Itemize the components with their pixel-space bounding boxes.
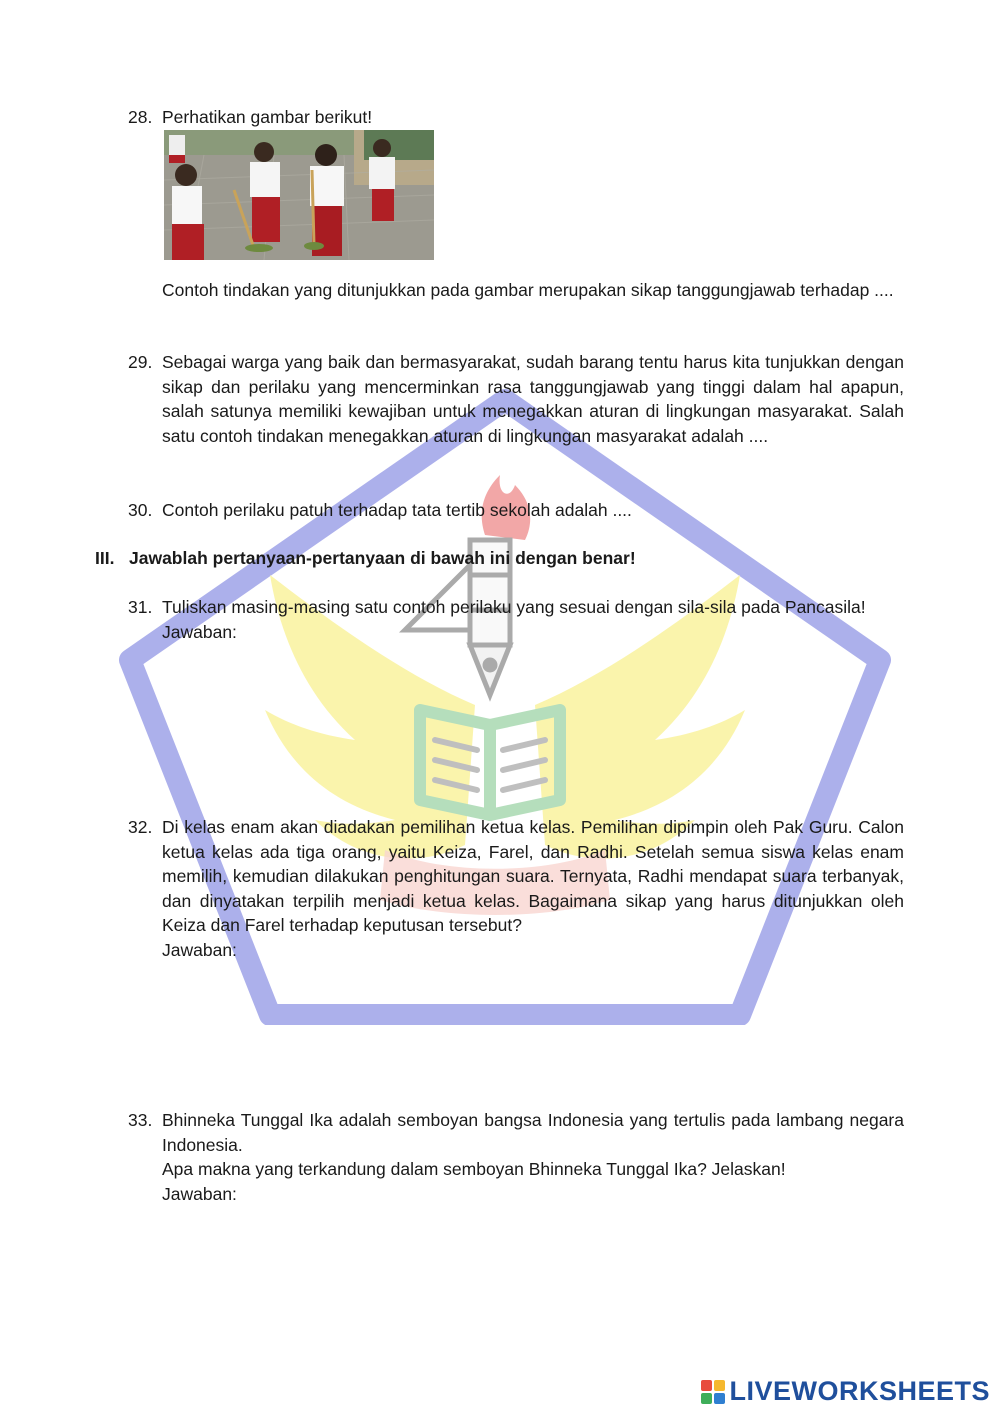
question-31 — [128, 595, 904, 644]
question-statement: Contoh tindakan yang ditunjukkan pada gambar merupakan sikap tanggungjawab terhadap .... — [162, 280, 894, 300]
answer-label: Jawaban: — [162, 939, 237, 960]
question-28 — [128, 105, 904, 130]
question-followup: Apa makna yang terkandung dalam semboyan Bhinneka Tunggal Ika? Jelaskan! — [162, 1159, 786, 1180]
question-text: Contoh perilaku patuh terhadap tata tertib sekolah adalah .... — [162, 500, 632, 520]
question-33 — [128, 1108, 904, 1206]
question-number: 28. — [128, 107, 153, 127]
liveworksheets-logo-icon — [701, 1380, 725, 1404]
question-number: 31. — [128, 597, 153, 617]
question-text: Sebagai warga yang baik dan bermasyarakat, sudah barang tentu harus kita tunjukkan dengan sikap dan perilaku yang mencerminkan rasa tanggungjawab yang tinggi dalam hal apapun, salah satunya memiliki kewajiban untuk menegakkan aturan di lingkungan masyarakat. Salah satu contoh tindakan menegakkan aturan di lingkungan masyarakat adalah .... — [162, 352, 904, 446]
section-3-heading — [95, 546, 905, 570]
section-roman-numeral: III. — [95, 548, 115, 568]
answer-label: Jawaban: — [162, 1183, 237, 1204]
liveworksheets-brand[interactable] — [701, 1376, 990, 1407]
question-text: Tuliskan masing-masing satu contoh perilaku yang sesuai dengan sila-sila pada Pancasila! — [162, 597, 866, 617]
question-text: Di kelas enam akan diadakan pemilihan ketua kelas. Pemilihan dipimpin oleh Pak Guru. Calon ketua kelas ada tiga orang, yaitu Keiza, Farel, dan Radhi. Setelah semua siswa kelas enam memilih, kemudian dilakukan penghitungan suara. Ternyata, Radhi mendapat suara terbanyak, dan dinyatakan terpilih menjadi ketua kelas. Bagaimana sikap yang harus ditunjukkan oleh Keiza dan Farel terhadap keputusan tersebut? — [162, 817, 904, 936]
answer-label: Jawaban: — [162, 621, 237, 642]
question-number: 29. — [128, 352, 153, 372]
question-text: Bhinneka Tunggal Ika adalah semboyan bangsa Indonesia yang tertulis pada lambang negara Indonesia. — [162, 1110, 904, 1155]
students-sweeping-photo — [164, 130, 434, 260]
question-28-statement — [128, 278, 904, 303]
question-prompt: Perhatikan gambar berikut! — [162, 107, 373, 127]
section-title: Jawablah pertanyaan-pertanyaan di bawah ini dengan benar! — [129, 548, 636, 568]
question-number: 33. — [128, 1110, 153, 1130]
question-32 — [128, 815, 904, 963]
question-29 — [128, 350, 904, 448]
question-number: 30. — [128, 500, 153, 520]
question-30 — [128, 498, 904, 523]
question-number: 32. — [128, 817, 153, 837]
brand-text: LIVEWORKSHEETS — [729, 1376, 990, 1406]
